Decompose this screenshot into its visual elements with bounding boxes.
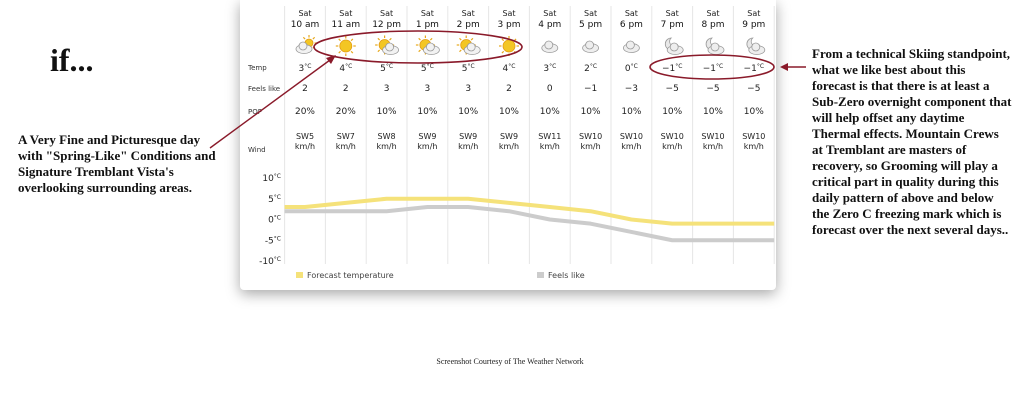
partly-cloudy-icon <box>296 35 317 54</box>
wind-direction-speed: SW9 <box>418 132 437 141</box>
temp-number: −1 <box>743 64 757 74</box>
temperature-plot <box>259 173 774 267</box>
cloud-icon <box>583 41 599 53</box>
cloud-puff <box>426 43 434 51</box>
y-tick-number: -5 <box>264 236 274 247</box>
wind-unit: km/h <box>580 142 601 151</box>
wind-direction-speed: SW8 <box>377 132 396 141</box>
temp-unit: °C <box>630 63 638 70</box>
wind-direction-speed: SW11 <box>538 132 562 141</box>
hour-day-label: Sat <box>584 9 598 18</box>
sun-ray <box>351 51 353 53</box>
sun-ray <box>459 50 461 52</box>
sun-ray <box>339 39 341 41</box>
hour-day-label: Sat <box>543 9 557 18</box>
hour-time-label: 5 pm <box>579 20 603 30</box>
hour-time-label: 2 pm <box>456 20 480 30</box>
temp-number: 5 <box>380 64 386 74</box>
wind-unit: km/h <box>417 142 438 151</box>
cloud-puff <box>299 42 307 50</box>
cloud-puff <box>545 41 553 49</box>
wind-direction-speed: SW10 <box>742 132 766 141</box>
temp-number: 4 <box>339 64 346 74</box>
wind-direction-speed: SW9 <box>459 132 478 141</box>
sun-ray <box>471 38 473 40</box>
sun-disc <box>340 40 352 52</box>
y-tick-label <box>259 256 281 267</box>
y-tick-unit: °C <box>273 193 281 201</box>
pop-value: 10% <box>539 107 560 117</box>
feels-like-value: 2 <box>342 84 349 94</box>
screenshot-credit: Screenshot Courtesy of The Weather Network <box>436 357 584 366</box>
moon-cloud-icon <box>747 38 765 55</box>
hour-time-label: 6 pm <box>619 20 643 30</box>
temp-unit: °C <box>675 63 683 70</box>
temp-number: −1 <box>702 64 717 74</box>
y-tick-unit: °C <box>273 235 281 243</box>
cloud-puff <box>386 43 394 51</box>
moon-cloud-icon <box>706 38 724 55</box>
y-tick-label <box>268 194 281 205</box>
pop-value: 10% <box>580 107 601 117</box>
feels-like-value: −5 <box>747 84 761 94</box>
cloud-icon <box>623 41 639 53</box>
temp-value <box>703 63 723 74</box>
feels-like-value: 3 <box>424 84 431 94</box>
temp-number: 4 <box>502 64 509 74</box>
wind-unit: km/h <box>662 142 683 151</box>
wind-unit: km/h <box>621 142 642 151</box>
sun-ray <box>339 51 341 53</box>
wind-direction-speed: SW10 <box>660 132 684 141</box>
temp-unit: °C <box>467 63 475 70</box>
feels-like-value: −3 <box>624 84 639 94</box>
temp-number: 0 <box>624 64 631 74</box>
hour-time-label: 4 pm <box>538 20 562 30</box>
cloud-puff <box>467 43 475 51</box>
hour-day-label: Sat <box>747 9 761 18</box>
temp-value <box>744 63 764 74</box>
hour-day-label: Sat <box>461 9 475 18</box>
feels-like-value: 3 <box>465 84 472 94</box>
sun-ray <box>313 37 315 39</box>
hourly-rows <box>295 63 765 151</box>
sun-cloud-icon <box>375 36 399 55</box>
wind-direction-speed: SW9 <box>499 132 519 141</box>
temp-unit: °C <box>716 63 724 70</box>
temp-value <box>339 63 352 74</box>
cloud-puff <box>586 41 594 49</box>
temp-value <box>421 63 434 74</box>
sun-cloud-icon <box>457 36 481 55</box>
sun-ray <box>502 39 504 41</box>
y-tick-number: -10 <box>259 257 274 267</box>
hour-time-label: 7 pm <box>660 20 684 30</box>
feels-like-value: 2 <box>302 84 308 94</box>
y-tick-label <box>265 235 281 246</box>
cloud-puff <box>626 41 634 49</box>
wind-unit: km/h <box>458 142 479 151</box>
sun-ray <box>502 51 504 53</box>
temp-number: −1 <box>661 64 676 74</box>
wind-direction-speed: SW7 <box>336 132 355 141</box>
pop-value: 10% <box>621 107 642 117</box>
hourly-headers <box>291 9 766 30</box>
wind-unit: km/h <box>294 142 316 151</box>
wind-unit: km/h <box>702 142 724 151</box>
right-annotation-text: From a technical Skiing standpoint, what we like best about this forecast is that there is at least a Sub-Zero overnight component that will help offset any daytime Thermal effects. Mountain Crews at Tremblant are masters of recovery, so Grooming will play a critical part in quality during this daily pattern of above and below the Zero C freezing mark which is forecast over the next several days.. <box>812 46 1012 237</box>
hour-day-label: Sat <box>624 9 638 18</box>
temp-value <box>543 63 556 74</box>
legend-label-forecast: Forecast temperature <box>307 271 394 280</box>
hour-time-label: 9 pm <box>742 20 766 30</box>
temp-unit: °C <box>345 63 353 70</box>
temp-number: 2 <box>584 64 590 74</box>
sun-ray <box>378 50 380 52</box>
sun-ray <box>303 37 305 39</box>
hour-day-label: Sat <box>502 9 516 18</box>
hour-day-label: Sat <box>665 9 679 18</box>
hour-day-label: Sat <box>339 9 353 18</box>
temp-value <box>662 63 682 74</box>
sun-cloud-icon <box>416 36 440 55</box>
feels-row-label: Feels like <box>248 85 281 93</box>
y-tick-number: 10 <box>262 174 274 184</box>
sun-ray <box>459 38 461 40</box>
legend-swatch-forecast <box>296 272 303 278</box>
sun-ray <box>390 38 392 40</box>
hour-day-label: Sat <box>420 9 434 18</box>
pop-value: 10% <box>417 107 438 117</box>
temp-value <box>503 63 516 74</box>
cloud-puff <box>711 43 719 51</box>
moon-cloud-icon <box>665 38 683 55</box>
temp-unit: °C <box>304 63 312 70</box>
temp-number: 5 <box>461 64 468 74</box>
temp-unit: °C <box>756 63 765 70</box>
hour-day-label: Sat <box>298 9 312 18</box>
temp-number: 3 <box>543 64 550 74</box>
wind-unit: km/h <box>539 142 560 151</box>
wind-unit: km/h <box>743 142 764 151</box>
hour-day-label: Sat <box>380 9 394 18</box>
y-tick-number: 5 <box>268 194 274 205</box>
wind-direction-speed: SW10 <box>579 132 603 141</box>
feels-like-value: 0 <box>546 84 553 94</box>
pop-value: 10% <box>376 107 397 117</box>
feels-like-value: 2 <box>506 84 512 94</box>
wind-unit: km/h <box>335 142 356 151</box>
wind-direction-speed: SW10 <box>701 132 725 141</box>
cloud-puff <box>752 43 760 51</box>
sun-ray <box>351 39 353 41</box>
sun-ray <box>378 38 380 40</box>
pop-value: 10% <box>702 107 724 117</box>
hour-time-label: 1 pm <box>415 20 439 30</box>
feels-like-value: −5 <box>665 84 679 94</box>
legend-label-feels: Feels like <box>548 271 585 280</box>
y-tick-label <box>262 173 281 184</box>
sun-disc <box>503 40 515 52</box>
sun-ray <box>419 50 421 52</box>
pop-value: 20% <box>294 107 316 117</box>
temp-number: 3 <box>298 64 305 74</box>
sun-icon <box>336 36 356 56</box>
sun-ray <box>430 38 432 40</box>
temp-value <box>584 63 597 74</box>
sun-ray <box>419 38 421 40</box>
temp-value <box>299 63 312 74</box>
temp-row-label: Temp <box>248 64 267 72</box>
hour-time-label: 11 am <box>331 20 361 30</box>
feels-like-value: −1 <box>583 84 598 94</box>
feels-like-value: −5 <box>706 84 720 94</box>
hour-time-label: 8 pm <box>701 20 725 30</box>
wind-direction-speed: SW5 <box>295 132 315 141</box>
feels-like-value: 3 <box>383 84 390 94</box>
temp-unit: °C <box>426 63 434 70</box>
wind-unit: km/h <box>376 142 397 151</box>
hour-time-label: 10 am <box>290 20 320 30</box>
chart-legend <box>296 271 585 280</box>
pop-row-label: POP <box>248 108 262 116</box>
pop-value: 10% <box>498 107 520 117</box>
wind-unit: km/h <box>498 142 520 151</box>
pop-value: 10% <box>662 107 683 117</box>
temp-value <box>380 63 393 74</box>
y-tick-label <box>268 215 281 226</box>
y-tick-unit: °C <box>273 173 281 180</box>
legend-swatch-feels <box>537 272 544 278</box>
left-heading: if... <box>50 42 94 78</box>
temp-value <box>625 63 638 74</box>
pop-value: 10% <box>743 107 764 117</box>
temp-value <box>462 63 475 74</box>
y-tick-number: 0 <box>268 215 274 226</box>
hour-time-label: 3 pm <box>497 20 521 30</box>
temp-unit: °C <box>508 63 516 70</box>
right-arrow-head <box>780 63 788 71</box>
hour-time-label: 12 pm <box>372 20 401 30</box>
y-tick-unit: °C <box>273 214 281 222</box>
temp-unit: °C <box>549 63 557 70</box>
wind-direction-speed: SW10 <box>619 132 643 141</box>
hour-day-label: Sat <box>706 9 720 18</box>
temp-number: 5 <box>420 64 427 74</box>
temp-unit: °C <box>589 63 598 70</box>
left-annotation-text: A Very Fine and Picturesque day with "Spring-Like" Conditions and Signature Tremblant Vista's overlooking surrounding areas. <box>18 132 216 195</box>
temp-unit: °C <box>385 63 394 70</box>
pop-value: 20% <box>335 107 356 117</box>
wind-row-label: Wind <box>248 146 266 154</box>
cloud-puff <box>670 43 678 51</box>
cloud-icon <box>542 41 558 53</box>
pop-value: 10% <box>458 107 479 117</box>
y-tick-unit: °C <box>273 256 281 263</box>
